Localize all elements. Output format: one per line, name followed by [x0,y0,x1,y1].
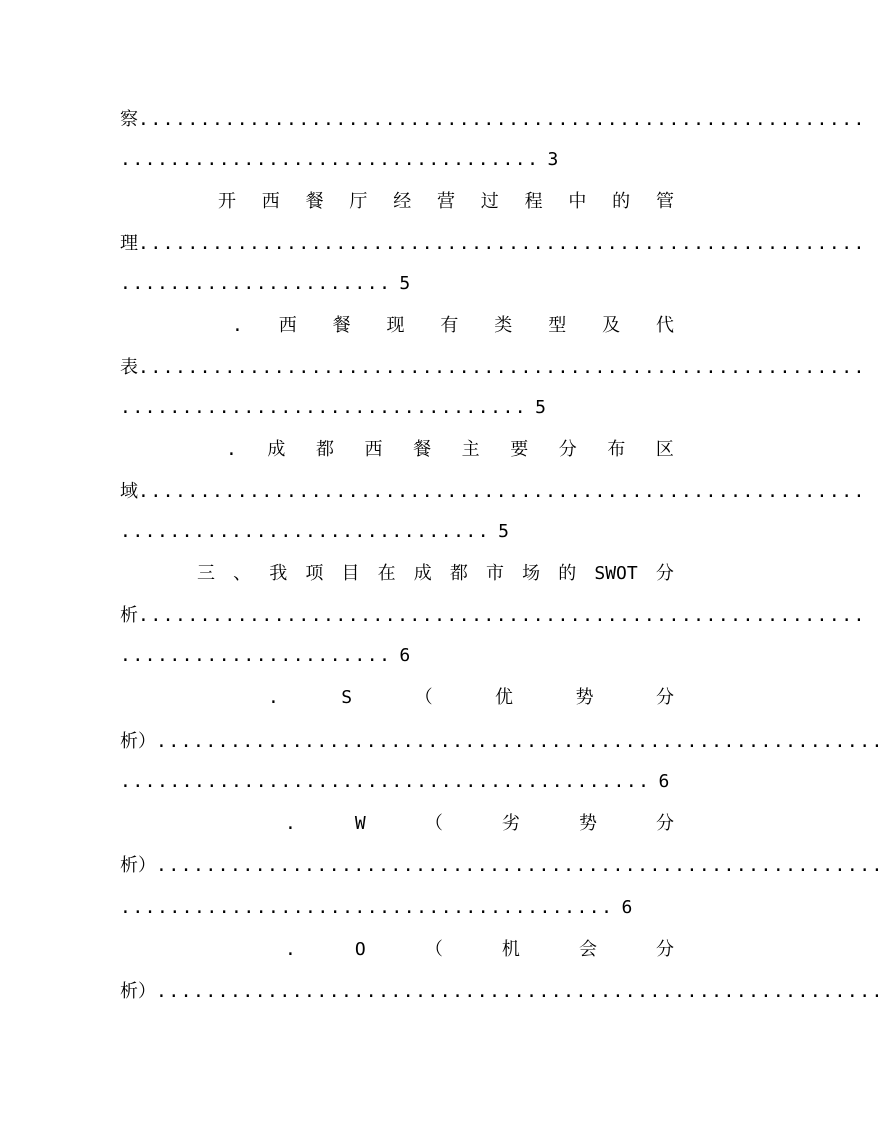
toc-char: 过 [480,191,499,212]
toc-char: 目 [341,563,360,584]
toc-char: 型 [548,315,567,336]
toc-line [120,853,884,879]
leader-dots: ........................................................... [138,233,866,254]
leader-dots: ...................... [120,645,392,666]
toc-char: . [226,439,237,460]
toc-char: 餐 [413,439,432,460]
toc-char: 主 [461,439,480,460]
toc-char: . [285,939,296,960]
toc-line [120,271,680,297]
toc-char: 中 [568,191,587,212]
toc-line [120,479,866,505]
toc-char: 西 [364,439,383,460]
toc-char: 成 [267,439,286,460]
toc-char: 营 [436,191,455,212]
toc-char: 有 [440,315,459,336]
toc-line [120,147,680,173]
toc-heading [285,811,674,837]
toc-char: 场 [522,563,541,584]
toc-char: 优 [495,687,514,708]
toc-line [120,231,866,257]
toc-char: （ [414,687,433,708]
toc-heading [197,561,674,587]
toc-char: 类 [494,315,513,336]
leader-dots: ................................. [120,397,528,418]
toc-line [120,979,884,1005]
toc-heading [232,313,674,339]
toc-char: 都 [449,563,468,584]
toc-line [120,643,680,669]
toc-char: 管 [655,191,674,212]
toc-line [120,769,680,795]
toc-heading [285,937,674,963]
toc-heading [218,189,674,215]
toc-entry-text: 表 [120,357,138,378]
toc-char: 在 [377,563,396,584]
toc-page-number: 3 [547,149,559,170]
toc-line [120,355,866,381]
toc-char: S [341,687,353,708]
toc-entry-text: 析） [120,855,156,876]
toc-entry-text: 察 [120,109,138,130]
toc-char: 分 [655,687,674,708]
leader-dots: ........................................................... [138,605,866,626]
toc-char: 及 [602,315,621,336]
toc-char: 会 [578,939,597,960]
toc-char: O [354,939,366,960]
toc-char: 西 [261,191,280,212]
toc-char: . [268,687,279,708]
toc-char: 厅 [349,191,368,212]
toc-page-number: 6 [399,645,411,666]
toc-page-number: 5 [535,397,546,418]
toc-char: 的 [558,563,577,584]
toc-char: 开 [218,191,236,212]
toc-char: 机 [501,939,520,960]
toc-page-number: 5 [498,521,509,542]
toc-char: 分 [558,439,577,460]
toc-char: 现 [386,315,405,336]
leader-dots: ...................... [120,273,392,294]
toc-char: 经 [393,191,412,212]
toc-char: 都 [315,439,334,460]
leader-dots: ........................................................... [156,981,884,1002]
toc-line [120,895,680,921]
toc-line [120,107,866,133]
toc-entry-text: 析） [120,981,156,1002]
toc-line [120,395,680,421]
toc-char: SWOT [594,563,638,584]
toc-char: 三 [197,563,215,584]
toc-heading [226,437,674,463]
toc-line [120,519,680,545]
toc-char: 、 [233,563,252,584]
toc-page-number: 6 [658,771,670,792]
toc-char: 西 [278,315,297,336]
leader-dots: ........................................................... [138,481,866,502]
toc-heading [268,685,674,711]
toc-entry-text: 域 [120,481,138,502]
leader-dots: ........................................... [120,771,651,792]
toc-char: 势 [578,813,597,834]
toc-char: . [232,315,243,336]
toc-line [120,603,866,629]
toc-char: 项 [305,563,324,584]
toc-char: 分 [656,939,674,960]
leader-dots: .................................. [120,149,540,170]
toc-line [120,729,884,755]
toc-entry-text: 析 [120,605,138,626]
leader-dots: ........................................................... [138,357,866,378]
toc-char: 我 [269,563,288,584]
toc-char: 劣 [501,813,520,834]
toc-char: 区 [655,439,674,460]
toc-char: . [285,813,296,834]
toc-char: 程 [524,191,543,212]
leader-dots: .............................. [120,521,491,542]
toc-char: 势 [575,687,594,708]
toc-char: W [354,813,366,834]
toc-char: 成 [413,563,432,584]
toc-char: 布 [607,439,626,460]
toc-char: 的 [612,191,631,212]
toc-char: 餐 [305,191,324,212]
toc-entry-text: 理 [120,233,138,254]
leader-dots: ........................................ [120,897,614,918]
toc-char: 餐 [332,315,351,336]
toc-page-number: 6 [621,897,633,918]
toc-char: 要 [510,439,529,460]
toc-char: 分 [655,563,674,584]
toc-entry-text: 析） [120,731,156,752]
leader-dots: ........................................................... [156,855,884,876]
toc-char: （ [424,939,443,960]
toc-char: 市 [486,563,504,584]
leader-dots: ........................................................... [156,731,884,752]
toc-char: （ [424,813,443,834]
toc-page-number: 5 [399,273,411,294]
leader-dots: ........................................................... [138,109,866,130]
toc-char: 代 [655,315,674,336]
toc-char: 分 [656,813,674,834]
